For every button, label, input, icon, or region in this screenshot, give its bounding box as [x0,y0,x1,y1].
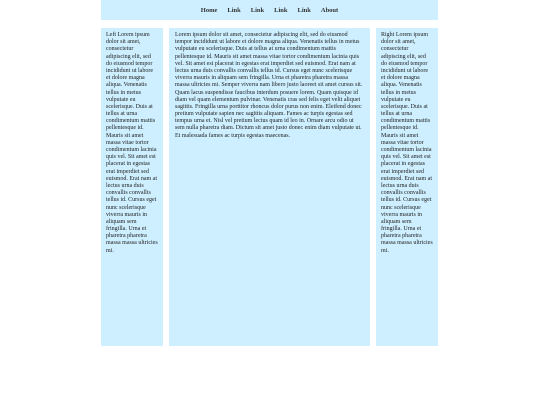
right-sidebar [376,28,438,346]
top-navbar [101,0,438,20]
left-sidebar [101,28,163,346]
nav-link-4[interactable]: Link [297,6,311,14]
main-content [169,28,370,346]
left-sidebar-text: Left Lorem ipsum dolor sit amet, consectetur adipiscing elit, sed do eiusmod tempor incididunt ut labore et dolore magna aliqua. Venenatis tellus in metus vulputate eu scelerisque. Duis at tellus at urna condimentum mattis pellentesque id. Mauris sit amet massa vitae tortor condimentum lacinia quis vel. Sit amet est placerat in egestas erat imperdiet sed euismod. Erat nam at lectus urna duis convallis convallis tellus id. Cursus eget nunc scelerisque viverra mauris in aliquam sem fringilla. Urna et pharetra pharetra massa massa ultricies mi. [106,32,158,254]
nav-link-home[interactable]: Home [200,6,218,14]
nav-link-2[interactable]: Link [250,6,265,14]
nav-link-about[interactable]: About [320,6,339,14]
main-content-text: Lorem ipsum dolor sit amet, consectetur adipiscing elit, sed do eiusmod tempor incididunt ut labore et dolore magna aliqua. Venenatis tellus in metus vulputate eu scelerisque. Duis at tellus at urna condimentum mattis pellentesque id. Mauris sit amet massa vitae tortor condimentum lacinia quis vel. Sit amet est placerat in egestas erat imperdiet sed euismod. Erat nam at lectus urna duis convallis convallis tellus id. Cursus eget nunc scelerisque viverra mauris in aliquam sem fringilla. Urna et pharetra pharetra massa massa ultricies mi. Semper viverra nam libero justo laoreet sit amet cursus sit. Quam lacus suspendisse faucibus interdum posuere lorem. Quam quisque id diam vel quam elementum pulvinar. Venenatis cras sed felis eget velit aliquet sagittis. Fringilla urna porttitor rhoncus dolor purus non enim. Eleifend donec pretium vulputate sapien nec sagittis aliquam. Fames ac turpis egestas sed tempus urna et. Nisl vel pretium lectus quam id leo in. Ornare arcu odio ut sem nulla pharetra diam. Dictum sit amet justo donec enim diam vulputate ut. Et malesuada fames ac turpis egestas maecenas. [175,32,363,139]
nav-link-3[interactable]: Link [274,6,288,14]
right-sidebar-text: Right Lorem ipsum dolor sit amet, consectetur adipiscing elit, sed do eiusmod tempor incididunt ut labore et dolore magna aliqua. Venenatis tellus in metus vulputate eu scelerisque. Duis at tellus at urna condimentum mattis pellentesque id. Mauris sit amet massa vitae tortor condimentum lacinia quis vel. Sit amet est placerat in egestas erat imperdiet sed euismod. Erat nam at lectus urna duis convallis convallis tellus id. Cursus eget nunc scelerisque viverra mauris in aliquam sem fringilla. Urna et pharetra pharetra massa massa ultricies mi. [381,32,433,254]
nav-link-1[interactable]: Link [227,6,241,14]
